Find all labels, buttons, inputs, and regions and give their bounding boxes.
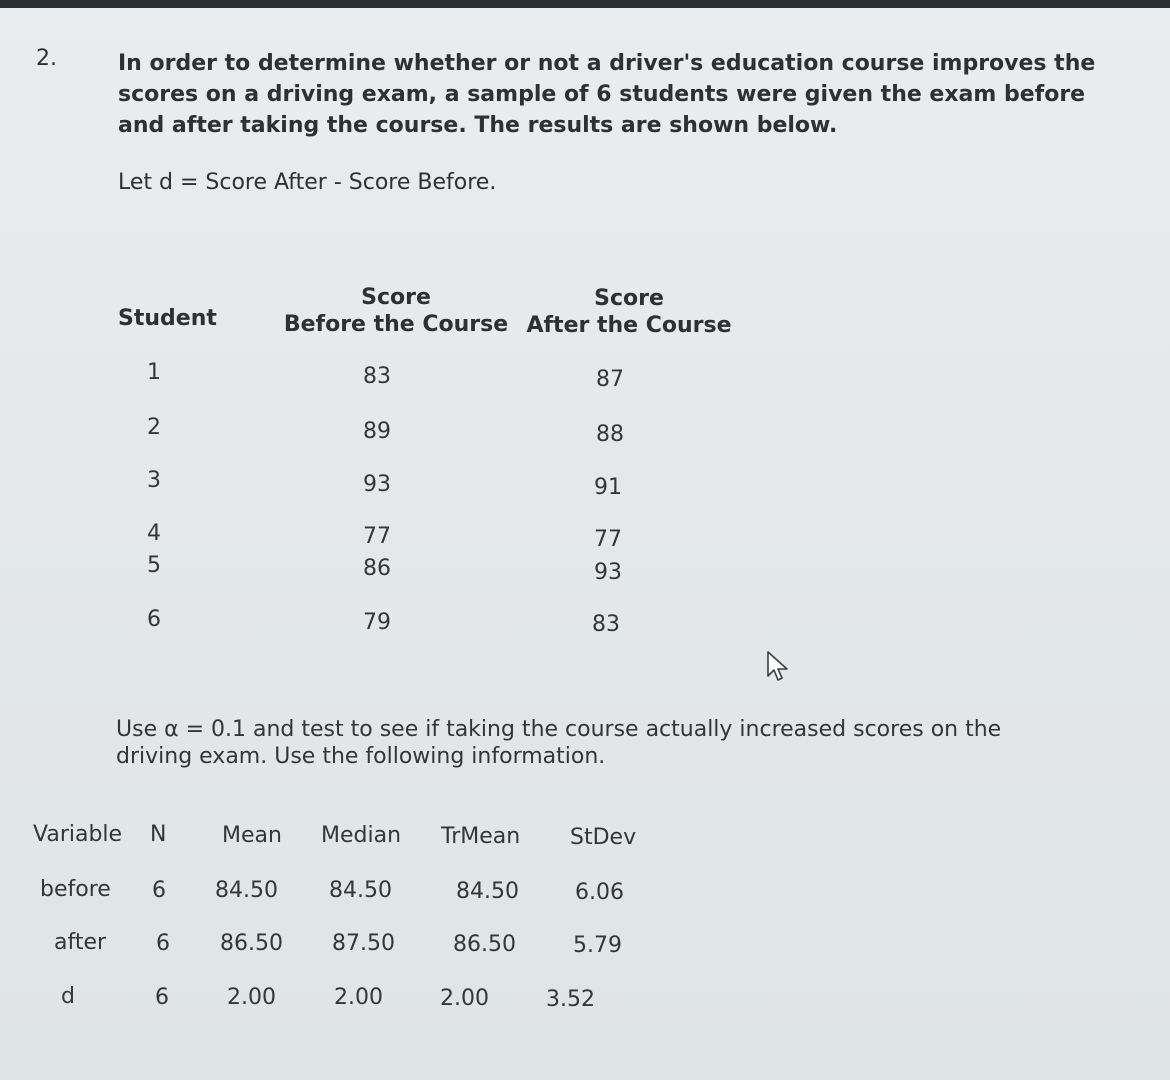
score-after: 91 [594, 475, 622, 500]
score-before: 89 [363, 419, 391, 444]
score-before: 83 [363, 364, 391, 389]
stats-mean: 84.50 [215, 878, 278, 903]
header-score-after [524, 285, 734, 339]
question-number: 2. [36, 46, 57, 71]
student-id: 6 [147, 607, 161, 632]
stats-median: 87.50 [332, 931, 395, 956]
stats-mean: 86.50 [220, 931, 283, 956]
stats-header-variable: Variable [33, 822, 123, 847]
score-after: 83 [592, 612, 620, 637]
header-before-line2: Before the Course [283, 312, 509, 337]
header-after-line1: Score [594, 286, 664, 311]
student-id: 5 [147, 553, 161, 578]
score-before: 86 [363, 556, 391, 581]
stats-variable: before [40, 877, 111, 902]
stats-median: 2.00 [334, 985, 383, 1010]
score-after: 93 [594, 560, 622, 585]
stats-trmean: 2.00 [440, 986, 489, 1011]
score-after: 88 [596, 422, 624, 447]
stats-variable: after [54, 930, 107, 955]
stats-header-n: N [150, 822, 167, 847]
difference-definition: Let d = Score After - Score Before. [118, 170, 497, 195]
score-before: 93 [363, 472, 391, 497]
header-score-before [283, 284, 509, 338]
stats-header-mean: Mean [222, 823, 282, 848]
student-id: 3 [147, 468, 161, 493]
score-before: 77 [363, 524, 391, 549]
mouse-pointer-icon [766, 650, 792, 688]
stats-trmean: 84.50 [456, 879, 519, 904]
screen-top-edge [0, 0, 1170, 8]
stats-header-median: Median [321, 823, 402, 848]
stats-header-stdev: StDev [570, 825, 637, 850]
score-after: 87 [596, 367, 624, 392]
stats-variable: d [61, 984, 75, 1009]
student-id: 4 [147, 521, 161, 546]
stats-stdev: 3.52 [546, 987, 595, 1012]
question-intro: In order to determine whether or not a driver's education course improves the scores on a driving exam, a sample of 6 students were given the exam before and after taking the course. The results are shown below. [118, 51, 1096, 138]
stats-stdev: 6.06 [575, 880, 624, 905]
stats-header-trmean: TrMean [441, 824, 521, 849]
header-after-line2: After the Course [526, 313, 732, 338]
stats-n: 6 [152, 878, 166, 903]
score-before: 79 [363, 610, 391, 635]
student-id: 1 [147, 360, 161, 385]
header-before-line1: Score [361, 285, 431, 310]
instruction-text: Use α = 0.1 and test to see if taking the course actually increased scores on the driving exam. Use the following information. [116, 717, 1002, 769]
header-student: Student [118, 306, 217, 331]
stats-stdev: 5.79 [573, 933, 622, 958]
student-id: 2 [147, 415, 161, 440]
score-after: 77 [594, 527, 622, 552]
stats-n: 6 [155, 985, 169, 1010]
stats-median: 84.50 [329, 878, 392, 903]
stats-trmean: 86.50 [453, 932, 516, 957]
stats-n: 6 [156, 931, 170, 956]
stats-mean: 2.00 [227, 985, 276, 1010]
